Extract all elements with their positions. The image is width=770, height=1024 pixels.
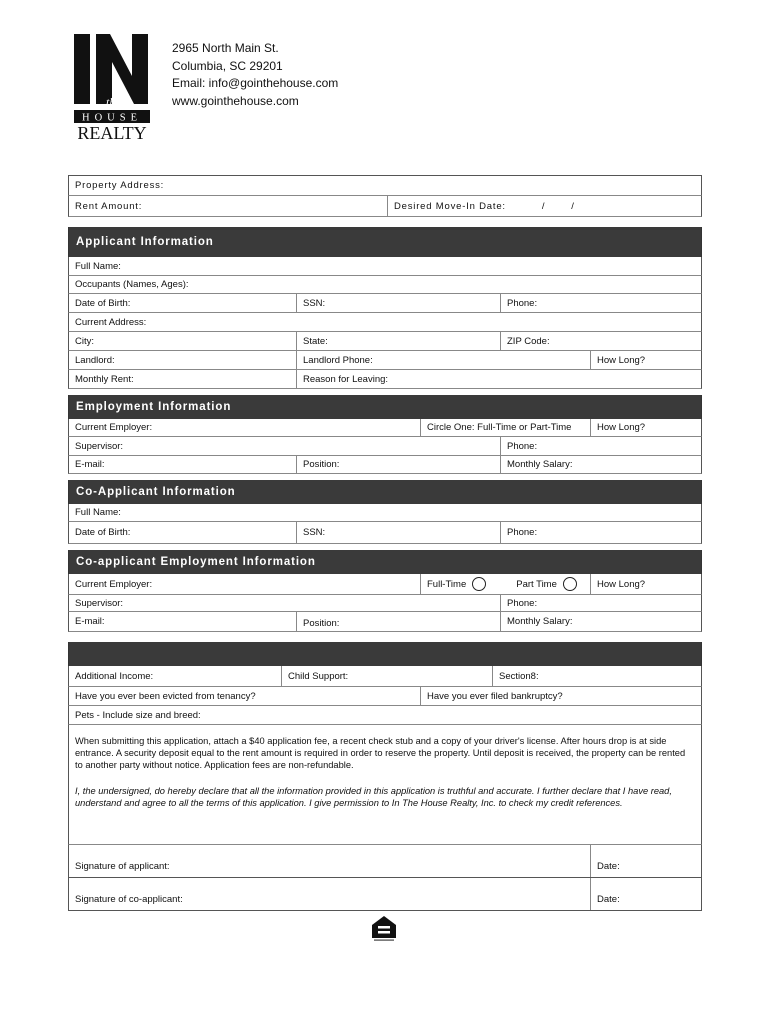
rental-application-form	[68, 175, 702, 911]
landlord-label: Landlord:	[75, 354, 115, 366]
employer-row	[68, 419, 702, 437]
co-salary-label: Monthly Salary:	[507, 616, 573, 627]
company-street: 2965 North Main St.	[172, 41, 279, 55]
move-in-date-field[interactable]	[387, 196, 701, 216]
bankruptcy-label: Have you ever filed bankruptcy?	[427, 690, 563, 702]
co-supervisor-field[interactable]	[69, 595, 500, 611]
state-field[interactable]	[296, 332, 500, 350]
date-separator: /	[541, 200, 546, 212]
landlord-phone-label: Landlord Phone:	[303, 354, 373, 366]
rent-amount-field[interactable]	[69, 196, 387, 216]
employment-type-label: Circle One: Full-Time or Part-Time	[427, 422, 572, 433]
company-contact	[172, 40, 338, 110]
evicted-label: Have you ever been evicted from tenancy?	[75, 690, 256, 702]
supervisor-field[interactable]	[69, 437, 500, 455]
applicant-date-field[interactable]	[590, 845, 701, 877]
ssn-label: SSN:	[303, 297, 326, 309]
employment-how-long-label: How Long?	[597, 422, 646, 433]
pets-field[interactable]	[68, 706, 702, 725]
date-separator: /	[571, 200, 575, 212]
position-label: Position:	[303, 459, 340, 470]
employer-email-row	[68, 456, 702, 474]
part-time-radio[interactable]	[563, 577, 577, 591]
co-email-row	[68, 612, 702, 632]
current-address-field[interactable]	[68, 313, 702, 332]
bankruptcy-field[interactable]	[420, 687, 701, 705]
reason-for-leaving-label: Reason for Leaving:	[303, 373, 389, 385]
co-salary-field[interactable]	[500, 612, 701, 631]
coapplicant-phone-label: Phone:	[507, 527, 538, 538]
rent-row	[68, 196, 702, 217]
dob-row	[68, 294, 702, 313]
employment-how-long-field[interactable]	[590, 419, 701, 436]
history-row	[68, 687, 702, 706]
full-time-label: Full-Time	[427, 578, 467, 590]
coapplicant-dob-field[interactable]	[69, 522, 296, 543]
zip-label: ZIP Code:	[507, 335, 550, 347]
co-how-long-field[interactable]	[590, 574, 701, 594]
applicant-signature-row	[68, 845, 702, 878]
applicant-signature-field[interactable]	[69, 845, 590, 877]
fee-notice-text: When submitting this application, attach a $40 application fee, a recent check stub and a copy of your driver's license. After hours drop is at side entrance. A security deposit equal to the rent amount is required in order to reserve the property. Until deposit is received, the property can be rented to another party without notice. Application fees are non-refundable.	[75, 736, 686, 770]
logo-house: HOUSE	[81, 112, 143, 124]
child-support-label: Child Support:	[288, 670, 349, 682]
occupants-label: Occupants (Names, Ages):	[75, 279, 189, 290]
employer-email-label: E-mail:	[75, 459, 105, 470]
co-supervisor-label: Supervisor:	[75, 597, 124, 609]
ssn-field[interactable]	[296, 294, 500, 312]
company-website[interactable]: www.gointhehouse.com	[172, 93, 299, 108]
rent-amount-label: Rent Amount:	[75, 200, 143, 212]
employer-phone-label: Phone:	[507, 440, 538, 452]
terms-notice	[68, 725, 702, 845]
applicant-section-header: Applicant Information	[68, 227, 702, 257]
logo-realty: REALTY	[77, 123, 147, 142]
city-row	[68, 332, 702, 351]
co-employer-phone-field[interactable]	[500, 595, 701, 611]
landlord-field[interactable]	[69, 351, 296, 369]
equal-housing-opportunity-icon	[370, 914, 398, 942]
employer-label: Current Employer:	[75, 422, 153, 433]
in-the-house-realty-logo	[70, 34, 154, 142]
child-support-field[interactable]	[281, 666, 492, 686]
monthly-rent-row	[68, 370, 702, 389]
part-time-label: Part Time	[516, 578, 557, 590]
current-address-label: Current Address:	[75, 316, 147, 328]
property-address-row[interactable]	[68, 175, 702, 196]
co-employer-row	[68, 574, 702, 595]
declaration-text: I, the undersigned, do hereby declare that all the information provided in this application is truthful and accurate. I further declare that I have read, understand and agree to all the terms of this application. I give permission to In The House Realty, Inc. to check my credit references.	[75, 786, 672, 808]
employer-phone-field[interactable]	[500, 437, 701, 455]
co-position-field[interactable]	[296, 612, 500, 631]
state-label: State:	[303, 335, 328, 347]
property-address-label: Property Address:	[75, 180, 165, 191]
section8-field[interactable]	[492, 666, 701, 686]
company-city: Columbia, SC 29201	[172, 58, 283, 73]
full-name-field[interactable]	[68, 257, 702, 276]
applicant-signature-label: Signature of applicant:	[75, 861, 170, 872]
city-field[interactable]	[69, 332, 296, 350]
monthly-salary-label: Monthly Salary:	[507, 459, 573, 470]
employer-email-field[interactable]	[69, 456, 296, 473]
landlord-phone-field[interactable]	[296, 351, 590, 369]
co-position-label: Position:	[303, 618, 340, 629]
supervisor-label: Supervisor:	[75, 440, 124, 452]
monthly-salary-field[interactable]	[500, 456, 701, 473]
additional-income-label: Additional Income:	[75, 670, 154, 682]
co-employer-label: Current Employer:	[75, 578, 153, 590]
phone-field[interactable]	[500, 294, 701, 312]
position-field[interactable]	[296, 456, 500, 473]
coapplicant-dob-row	[68, 522, 702, 544]
coapplicant-signature-label: Signature of co-applicant:	[75, 894, 183, 905]
coapplicant-phone-field[interactable]	[500, 522, 701, 543]
company-email[interactable]: Email: info@gointhehouse.com	[172, 76, 339, 90]
dob-field[interactable]	[69, 294, 296, 312]
co-email-label: E-mail:	[75, 616, 105, 627]
coapplicant-full-name-field[interactable]	[68, 504, 702, 522]
coapplicant-section-header: Co-Applicant Information	[68, 480, 702, 504]
co-employment-section-header: Co-applicant Employment Information	[68, 550, 702, 574]
reason-for-leaving-field[interactable]	[296, 370, 701, 388]
coapplicant-date-label: Date:	[597, 894, 620, 905]
co-how-long-label: How Long?	[597, 578, 646, 590]
city-label: City:	[75, 335, 94, 347]
zip-field[interactable]	[500, 332, 701, 350]
how-long-field[interactable]	[590, 351, 701, 369]
full-time-radio[interactable]	[472, 577, 486, 591]
applicant-date-label: Date:	[597, 861, 620, 872]
coapplicant-dob-label: Date of Birth:	[75, 527, 131, 538]
pets-label: Pets - Include size and breed:	[75, 709, 201, 721]
co-employer-phone-label: Phone:	[507, 597, 538, 609]
employment-type-field[interactable]	[420, 419, 590, 436]
full-name-label: Full Name:	[75, 260, 121, 272]
co-supervisor-row	[68, 595, 702, 612]
co-employment-type-field	[420, 574, 590, 594]
coapplicant-full-name-label: Full Name:	[75, 507, 121, 518]
evicted-field[interactable]	[69, 687, 420, 705]
coapplicant-ssn-field[interactable]	[296, 522, 500, 543]
monthly-rent-label: Monthly Rent:	[75, 373, 134, 385]
section8-label: Section8:	[499, 670, 539, 682]
logo-the: the	[106, 95, 121, 109]
co-employer-field[interactable]	[69, 574, 420, 594]
landlord-row	[68, 351, 702, 370]
move-in-date-label: Desired Move-In Date:	[394, 200, 506, 212]
co-email-field[interactable]	[69, 612, 296, 631]
additional-income-field[interactable]	[69, 666, 281, 686]
coapplicant-date-field[interactable]	[590, 878, 701, 910]
dob-label: Date of Birth:	[75, 297, 131, 309]
phone-label: Phone:	[507, 297, 538, 309]
employer-field[interactable]	[69, 419, 420, 436]
additional-section-header	[68, 642, 702, 666]
supervisor-row	[68, 437, 702, 456]
coapplicant-signature-row	[68, 878, 702, 911]
occupants-field[interactable]	[68, 276, 702, 294]
employment-section-header: Employment Information	[68, 395, 702, 419]
how-long-label: How Long?	[597, 354, 646, 366]
income-row	[68, 666, 702, 687]
coapplicant-ssn-label: SSN:	[303, 527, 326, 538]
coapplicant-signature-field[interactable]	[69, 878, 590, 910]
monthly-rent-field[interactable]	[69, 370, 296, 388]
